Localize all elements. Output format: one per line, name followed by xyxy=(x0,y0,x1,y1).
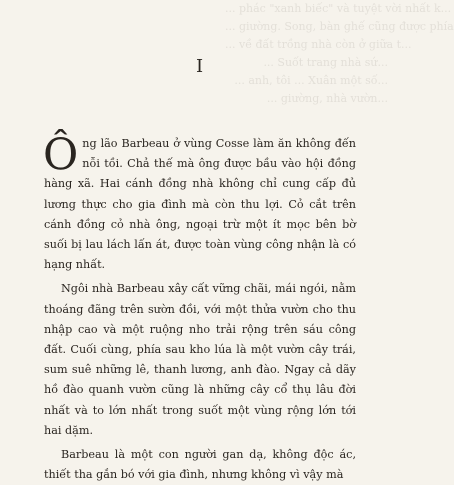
bleed-line: ... về đất trồng nhà còn ở giữa t... xyxy=(225,38,412,51)
body-text xyxy=(43,130,356,485)
paragraph: Ngôi nhà Barbeau xây cất vững chãi, mái ngói, nằm thoáng đãng trên sườn đồi, với một thửa vườn cho thu nhập cao và một ruộng nho trải rộng trên sáu công đất. Cuối cùng, phía sau kho lúa là một vườn cây trái, sum suê những lê, thanh lương, anh đào. Ngay cả dãy hồ đào quanh vườn cũng là những cây cổ thụ lâu đời nhất và to lớn nhất trong suốt một vùng rộng lớn tới hai dặm. xyxy=(44,282,356,437)
bleed-line: ... giường. Song, bàn ghế cũng được phía xyxy=(225,20,454,33)
bleed-line: ... anh, tôi ... Xuân một số... xyxy=(234,74,388,87)
bleed-line: ... phác "xanh biếc" và tuyệt vời nhất k... xyxy=(225,2,452,15)
bleed-line: ... giường, nhà vườn... xyxy=(266,92,388,105)
paragraph-text: ng lão Barbeau ở vùng Cosse làm ăn không đến nỗi tồi. Chả thế mà ông được bầu vào hội đồng hàng xã. Hai cánh đồng nhà không chỉ cung cấp đủ lương thực cho gia đình mà còn thu lợi. Cỏ cắt trên cánh đồng cỏ nhà ông, ngoại trừ một ít mọc bên bờ suối bị lau lách lấn át, được toàn vùng công nhận là có hạng nhất. xyxy=(44,137,356,272)
paragraph: Barbeau là một con người gan dạ, không độc ác, thiết tha gắn bó với gia đình, nhưng không vì vậy mà xyxy=(44,448,356,482)
paragraph xyxy=(43,130,356,275)
drop-cap: Ô xyxy=(43,130,79,180)
bleed-line: ... Suốt trang nhà sứ... xyxy=(263,56,388,69)
chapter-number: I xyxy=(195,56,205,77)
